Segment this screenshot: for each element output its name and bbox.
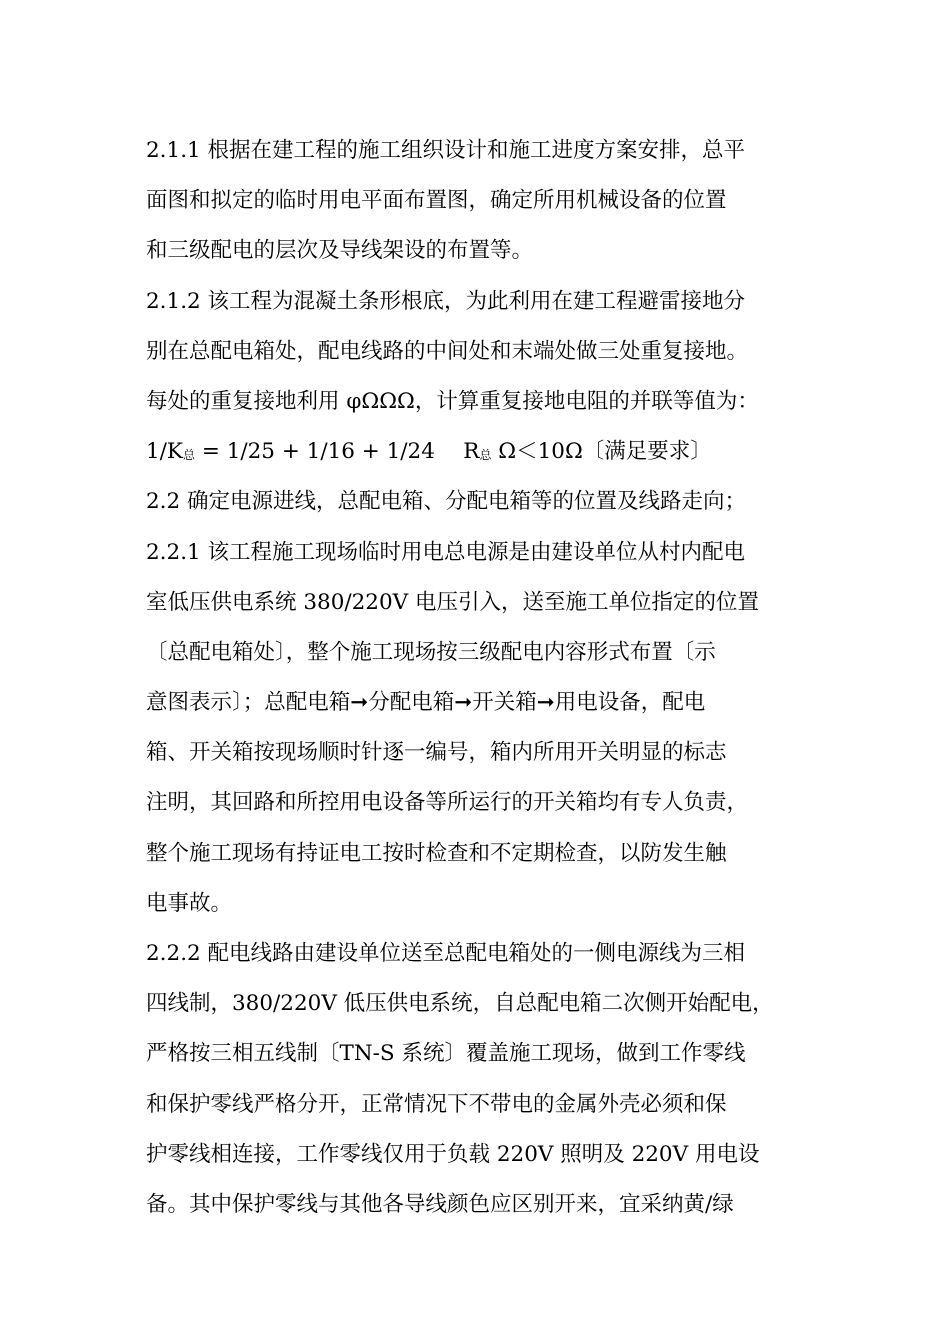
text-line: 严格按三相五线制〔TN-S 系统〕覆盖施工现场，做到工作零线 [146,1041,746,1067]
formula-subscript: 总 [183,448,196,463]
document-body [146,126,816,1230]
text-line: 护零线相连接，工作零线仅用于负载 220V 照明及 220V 用电设 [146,1141,760,1167]
text-line: 电事故。 [146,890,233,916]
formula-subscript: 总 [479,448,492,463]
formula-part: 1/K [146,439,183,465]
text-line: 2.1.1 根据在建工程的施工组织设计和施工进度方案安排，总平 [146,138,746,163]
text-line: 和三级配电的层次及导线架设的布置等。 [146,238,534,264]
text-line: 2.2 确定电源进线，总配电箱、分配电箱等的位置及线路走向； [146,489,747,515]
text-line: 注明，其回路和所控用电设备等所运行的开关箱均有专人负责， [146,790,749,816]
formula-part: = 1/25 + 1/16 + 1/24 R [195,439,480,465]
text-line: 室低压供电系统 380/220V 电压引入，送至施工单位指定的位置 [146,589,760,615]
text-line: 每处的重复接地利用 φΩΩΩ，计算重复接地电阻的并联等值为： [146,388,759,414]
formula-part: Ω＜10Ω〔满足要求〕 [491,439,712,465]
text-line: 〔总配电箱处〕，整个施工现场按三级配电内容形式布置〔示 [146,639,716,665]
text-line: 箱、开关箱按现场顺时针逐一编号，箱内所用开关明显的标志 [146,740,727,766]
text-line: 四线制，380/220V 低压供电系统，自总配电箱二次侧开始配电， [146,991,774,1017]
text-line: 2.2.2 配电线路由建设单位送至总配电箱处的一侧电源线为三相 [146,941,746,966]
formula-line [146,427,816,477]
text-line: 2.2.1 该工程施工现场临时用电总电源是由建设单位从村内配电 [146,539,746,565]
text-line: 整个施工现场有持证电工按时检查和不定期检查，以防发生触 [146,840,727,866]
text-line: 别在总配电箱处，配电线路的中间处和末端处做三处重复接地。 [146,338,749,364]
text-line: 备。其中保护零线与其他各导线颜色应区别开来，宜采纳黄/绿 [146,1191,734,1217]
text-line: 和保护零线严格分开，正常情况下不带电的金属外壳必须和保 [146,1091,727,1117]
text-line: 面图和拟定的临时用电平面布置图，确定所用机械设备的位置 [146,188,727,214]
text-line: 2.1.2 该工程为混凝土条形根底，为此利用在建工程避雷接地分 [146,288,746,314]
text-line: 意图表示〕；总配电箱➞分配电箱➞开关箱➞用电设备，配电 [146,690,706,716]
